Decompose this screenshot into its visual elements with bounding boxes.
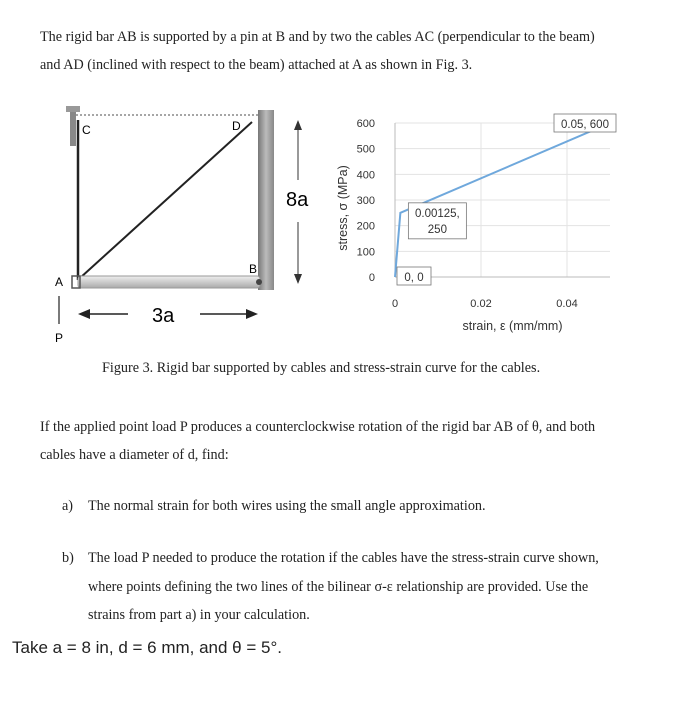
question-b-line-1: The load P needed to produce the rotation if the cables have the stress-strain curve shown, (88, 550, 599, 566)
intro-line-2: and AD (inclined with respect to the beam) attached at A as shown in Fig. 3. (40, 57, 473, 73)
xtick-label-0.04: 0.04 (556, 298, 578, 310)
ytick-label-300: 300 (356, 195, 375, 207)
ytick-label-100: 100 (356, 246, 375, 259)
ytick-label-500: 500 (356, 143, 375, 156)
annotation-yield-text-1: 250 (427, 223, 447, 236)
ytick-label-400: 400 (356, 169, 375, 182)
label-c: C (82, 123, 91, 137)
structure-diagram (40, 100, 330, 350)
intro-line-1: The rigid bar AB is supported by a pin at B and by two the cables AC (perpendicular to the beam) (40, 29, 595, 45)
dim-3a-arrow-left (78, 309, 90, 319)
question-b-label: b) (62, 550, 74, 566)
ytick-label-600: 600 (356, 118, 375, 130)
annotation-end (554, 114, 616, 132)
dim-8a-arrow-up (294, 120, 302, 130)
left-support-post (70, 108, 76, 146)
annotation-yield-text-0: 0.00125, (414, 207, 460, 220)
problem-line-2: cables have a diameter of d, find: (40, 447, 229, 463)
ytick-label-0: 0 (368, 272, 375, 284)
annotation-yield (408, 203, 466, 239)
problem-line-1: If the applied point load P produces a counterclockwise rotation of the rigid bar AB of θ, and both (40, 419, 596, 435)
y-axis-label: stress, σ (MPa) (336, 165, 350, 251)
dim-3a-label: 3a (152, 305, 175, 327)
pin-b (256, 279, 262, 285)
annotation-origin-text-0: 0, 0 (404, 272, 424, 284)
dim-3a-arrow-right (246, 309, 258, 319)
xtick-label-0: 0 (391, 298, 399, 310)
ytick-label-200: 200 (356, 220, 375, 233)
label-p: P (55, 331, 64, 345)
cable-ad (80, 122, 252, 278)
stress-strain-chart (325, 105, 625, 345)
question-b-line-2: where points defining the two lines of the bilinear σ-ε relationship are provided. Use the (88, 578, 589, 595)
xtick-label-0.02: 0.02 (470, 298, 492, 310)
annotation-end-text-0: 0.05, 600 (561, 119, 609, 131)
chart-gridlines (395, 123, 610, 277)
question-a-label: a) (62, 498, 74, 514)
question-b-line-3: strains from part a) in your calculation. (88, 607, 310, 623)
question-b-text (88, 544, 648, 630)
intro-paragraph (40, 23, 660, 79)
problem-paragraph (40, 413, 660, 469)
label-d: D (232, 119, 241, 133)
label-a: A (55, 275, 64, 289)
chart-ticks (357, 118, 578, 310)
label-b: B (249, 262, 258, 276)
dim-8a-arrow-down (294, 274, 302, 284)
given-values: Take a = 8 in, d = 6 mm, and θ = 5°. (12, 638, 282, 657)
dim-8a-label: 8a (286, 189, 309, 211)
rigid-bar-ab (78, 276, 260, 288)
question-a-text: The normal strain for both wires using the small angle approximation. (88, 498, 486, 514)
figure-caption: Figure 3. Rigid bar supported by cables and stress-strain curve for the cables. (102, 360, 541, 376)
annotation-origin (397, 267, 431, 285)
left-support-cap (66, 106, 80, 112)
right-wall (258, 110, 274, 290)
x-axis-label: strain, ε (mm/mm) (462, 319, 563, 333)
